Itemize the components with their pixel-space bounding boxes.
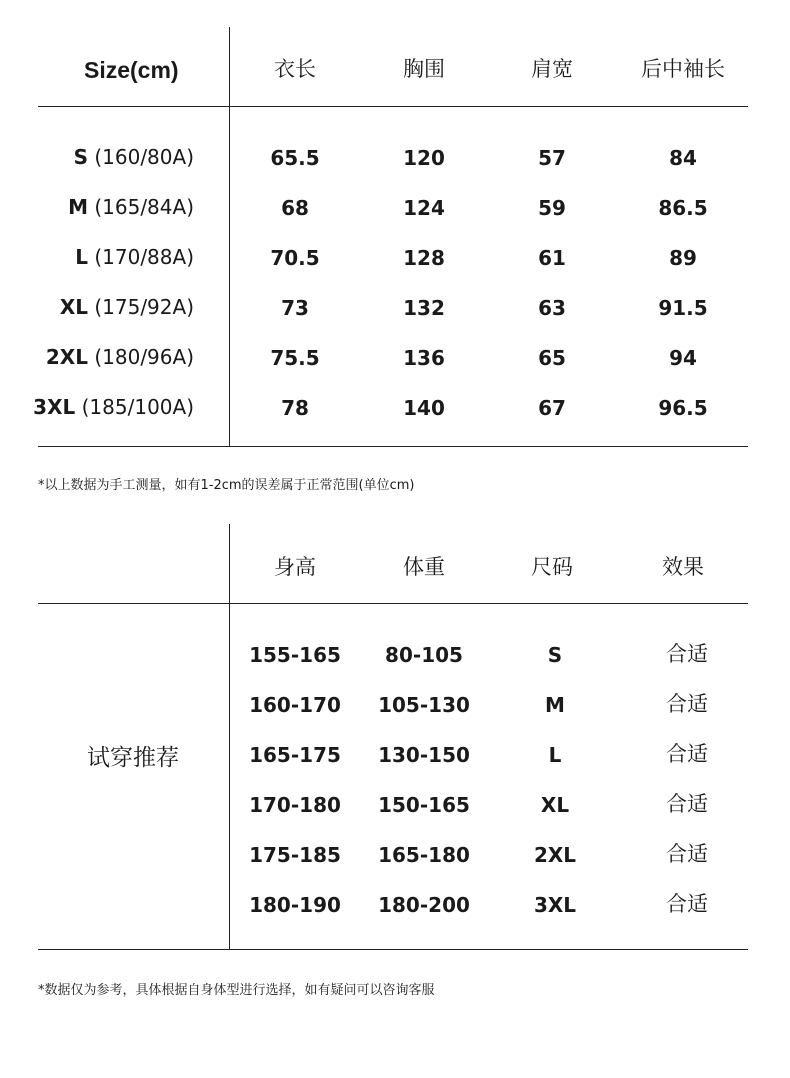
value-weight: 130-150 [378,743,470,767]
size-code: 2XL [45,345,88,369]
value-height: 165-175 [249,743,341,767]
fit-recommendation-label: 试穿推荐 [87,745,179,771]
size-code: XL [59,295,88,319]
size-table-header-rule [38,106,748,107]
value-size: S [547,643,563,667]
column-header-length: 衣长 [274,57,316,81]
value-effect: 合适 [666,642,708,666]
measurement-note: *以上数据为手工测量，如有1-2cm的误差属于正常范围(单位cm) [38,478,415,493]
value-shoulder: 67 [538,396,566,420]
value-shoulder: 65 [538,346,566,370]
value-length: 75.5 [270,346,320,370]
value-height: 160-170 [249,693,341,717]
value-sleeve: 94 [669,346,697,370]
column-header-effect: 效果 [662,555,704,579]
value-chest: 124 [403,196,445,220]
size-spec: (165/84A) [94,195,194,219]
value-sleeve: 91.5 [658,296,708,320]
value-chest: 120 [403,146,445,170]
size-spec: (160/80A) [94,145,194,169]
value-chest: 132 [403,296,445,320]
value-effect: 合适 [666,892,708,916]
value-length: 68 [281,196,309,220]
value-effect: 合适 [666,742,708,766]
value-height: 180-190 [249,893,341,917]
value-chest: 140 [403,396,445,420]
value-length: 65.5 [270,146,320,170]
column-header-size: 尺码 [531,555,573,579]
column-header-height: 身高 [274,555,316,579]
size-spec: (180/96A) [94,345,194,369]
value-weight: 150-165 [378,793,470,817]
column-header-sleeve: 后中袖长 [641,57,725,81]
value-size: L [548,743,562,767]
value-shoulder: 61 [538,246,566,270]
value-weight: 165-180 [378,843,470,867]
size-code: L [75,245,88,269]
size-table-title: Size(cm) [84,57,179,83]
value-size: 3XL [533,893,577,917]
value-height: 170-180 [249,793,341,817]
size-label [68,197,194,217]
value-length: 70.5 [270,246,320,270]
reference-note: *数据仅为参考，具体根据自身体型进行选择，如有疑问可以咨询客服 [38,983,435,998]
size-table-divider-vertical [229,27,230,447]
fit-table-bottom-rule [38,949,748,950]
size-spec: (175/92A) [94,295,194,319]
value-effect: 合适 [666,692,708,716]
value-length: 78 [281,396,309,420]
fit-table-divider-vertical [229,524,230,950]
value-effect: 合适 [666,842,708,866]
value-height: 175-185 [249,843,341,867]
size-spec: (185/100A) [81,395,194,419]
size-label [33,397,194,417]
value-shoulder: 59 [538,196,566,220]
value-shoulder: 63 [538,296,566,320]
value-sleeve: 96.5 [658,396,708,420]
value-effect: 合适 [666,792,708,816]
column-header-chest: 胸围 [403,57,445,81]
value-length: 73 [281,296,309,320]
column-header-weight: 体重 [403,555,445,579]
size-label [75,247,194,267]
value-shoulder: 57 [538,146,566,170]
value-chest: 128 [403,246,445,270]
value-height: 155-165 [249,643,341,667]
value-sleeve: 84 [669,146,697,170]
value-size: M [545,693,565,717]
column-header-shoulder: 肩宽 [531,57,573,81]
fit-table-header-rule [38,603,748,604]
size-code: S [73,145,88,169]
value-weight: 105-130 [378,693,470,717]
size-label [46,347,194,367]
size-code: M [68,195,88,219]
size-spec: (170/88A) [94,245,194,269]
value-weight: 180-200 [378,893,470,917]
value-weight: 80-105 [385,643,463,667]
value-size: XL [540,793,570,817]
value-size: 2XL [533,843,577,867]
value-sleeve: 89 [669,246,697,270]
value-chest: 136 [403,346,445,370]
size-label [60,297,194,317]
size-label [74,147,194,167]
size-code: 3XL [33,395,76,419]
size-table-bottom-rule [38,446,748,447]
value-sleeve: 86.5 [658,196,708,220]
